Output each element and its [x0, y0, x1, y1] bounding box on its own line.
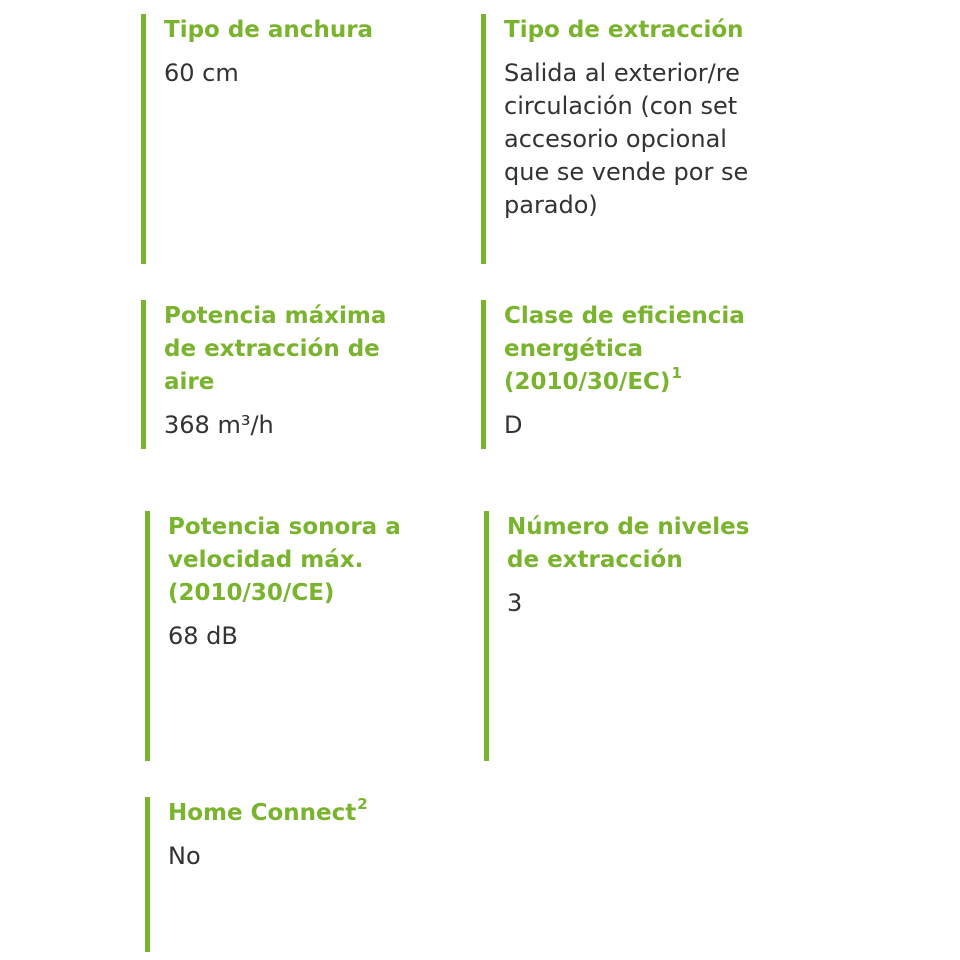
footnote-marker: 2 [357, 795, 368, 814]
spec-value: 68 dB [168, 622, 238, 650]
spec-item-extraction-type [481, 14, 781, 264]
spec-label: Tipo de anchura [164, 17, 374, 43]
spec-item-extraction-levels [484, 511, 784, 761]
spec-value: Salida al exterior/recirculación (con set accesorio opcional que se vende por separado) [504, 59, 749, 219]
footnote-marker: 1 [671, 364, 682, 383]
spec-label: Número de niveles de extracción [507, 514, 750, 573]
spec-item-width-type [141, 14, 441, 264]
spec-label-text: Clase de eficiencia energética (2010/30/EC) [504, 303, 745, 395]
spec-value: 3 [507, 589, 523, 617]
spec-item-energy-efficiency-class [481, 300, 781, 449]
spec-label: Potencia máxima de extracción de aire [164, 303, 387, 395]
spec-label: Tipo de extracción [504, 17, 744, 43]
spec-label [504, 300, 754, 399]
spec-value: 368 m³/h [164, 411, 274, 439]
spec-item-home-connect [145, 797, 445, 952]
spec-value: No [168, 842, 201, 870]
spec-label: Potencia sonora a velocidad máx. (2010/30/CE) [168, 514, 401, 606]
spec-item-max-extraction-power [141, 300, 441, 449]
spec-value: D [504, 411, 523, 439]
spec-item-sound-power [145, 511, 445, 761]
spec-label-text: Home Connect [168, 800, 357, 826]
spec-label [168, 797, 445, 830]
spec-value: 60 cm [164, 59, 239, 87]
